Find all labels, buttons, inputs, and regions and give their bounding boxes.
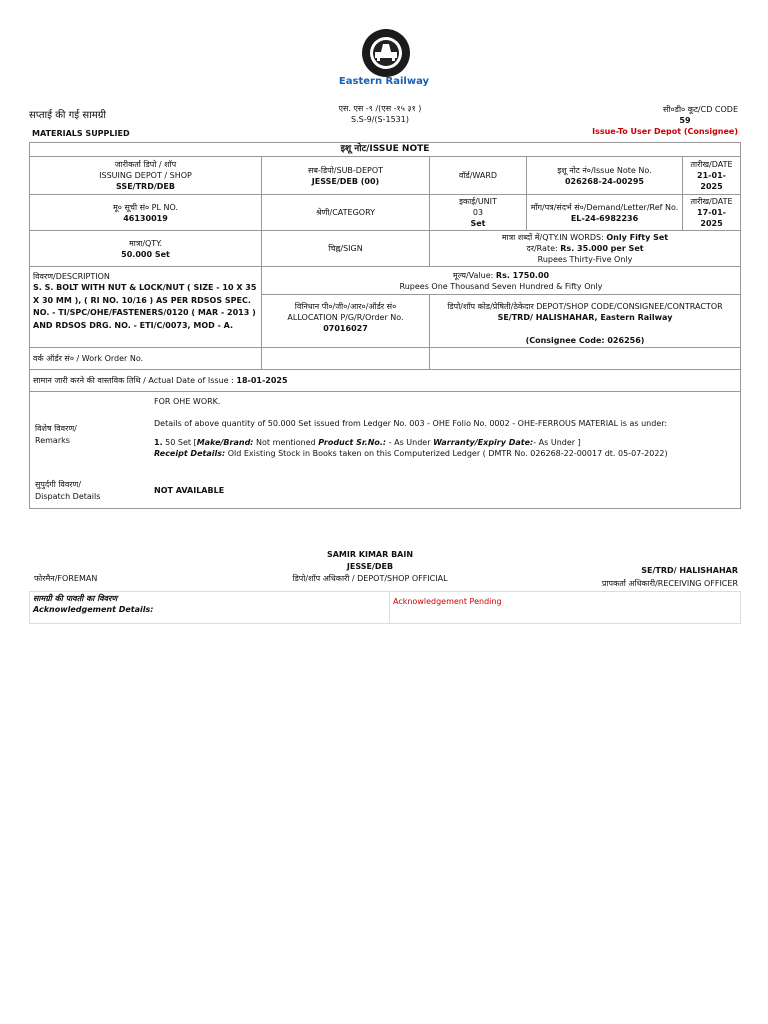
- pl-no-label: मू० सूची सं० PL NO.: [112, 202, 179, 212]
- issue-note-table: [29, 142, 741, 509]
- qty-words-value: Only Fifty Set: [606, 233, 669, 242]
- issue-to-label: Issue-To User Depot (Consignee): [592, 127, 738, 136]
- consignee-code: (Consignee Code: 026256): [525, 336, 645, 345]
- rate-label: दर/Rate:: [526, 244, 558, 253]
- issuing-depot-value: SSE/TRD/DEB: [116, 182, 175, 191]
- actual-issue-label: सामान जारी करने की वास्तविक तिथि / Actual Date of Issue :: [33, 376, 234, 385]
- unit-label: इकाई/UNIT: [459, 197, 497, 206]
- foreman-label: फोरमैन/FOREMAN: [34, 574, 98, 583]
- value-amount: Rs. 1750.00: [495, 270, 550, 280]
- ward-label: वॉर्ड/WARD: [430, 157, 527, 195]
- cd-code-label: सी०डी० कूट/CD CODE: [663, 105, 738, 114]
- official-depot: JESSE/DEB: [346, 562, 394, 571]
- receipt-details-line: [154, 448, 668, 459]
- issuing-depot-label: ISSUING DEPOT / SHOP: [99, 171, 192, 180]
- category-label: श्रेणी/CATEGORY: [262, 195, 430, 231]
- description-value: S. S. BOLT WITH NUT & LOCK/NUT ( SIZE - 10 X 35 X 30 MM ), ( RI NO. 10/16 ) AS PER RDSOS SPEC. NO. - TI/SPC/OHE/FASTENERS/0120 ( MAR - 2013 ) AND RDSOS DRG. NO. - ETI/C/0073, MOD - A.: [33, 283, 257, 330]
- value-label: मूल्य/Value:: [452, 270, 494, 280]
- issue-date-value: 21-01-2025: [697, 171, 726, 191]
- actual-issue-date: 18-01-2025: [236, 376, 288, 385]
- issuing-depot-label-hindi: जारीकर्ता डिपो / शॉप: [114, 160, 177, 169]
- work-order-label: वर्क ऑर्डर सं० / Work Order No.: [30, 348, 262, 370]
- receipt-value: Old Existing Stock in Books taken on this Computerized Ledger ( DMTR No. 026268-22-00017 dt. 05-07-2022): [227, 449, 668, 458]
- materials-supplied-hindi: सप्ताई की गई सामग्री: [29, 110, 106, 121]
- warranty-label: Warranty/Expiry Date:: [433, 438, 534, 447]
- sub-depot-label: सब-डिपो/SUB-DEPOT: [307, 165, 384, 175]
- item-number: 1.: [154, 438, 163, 447]
- sub-depot-value: JESSE/DEB (00): [311, 176, 380, 186]
- depot-code-label: डिपो/शॉप कोड/प्रेषिती/ठेकेदार DEPOT/SHOP CODE/CONSIGNEE/CONTRACTOR: [447, 302, 723, 311]
- acknowledgement-table: [29, 591, 741, 624]
- official-name: SAMIR KIMAR BAIN: [326, 550, 414, 559]
- allocation-label: ALLOCATION P/G/R/Order No.: [287, 313, 404, 322]
- form-number-hindi: एस. एस -९ /(एस -१५ ३१ ): [338, 104, 422, 113]
- product-sr-value: - As Under: [388, 438, 431, 447]
- remarks-line-1: FOR OHE WORK.: [154, 397, 221, 406]
- issue-note-no-value: 026268-24-00295: [564, 176, 644, 186]
- demand-date-value: 17-01-2025: [697, 208, 726, 228]
- allocation-value: 07016027: [323, 324, 368, 333]
- qty-words-label: मात्रा शब्दों में/QTY.IN WORDS:: [501, 233, 604, 242]
- value-words: Rupees One Thousand Seven Hundred & Fifty Only: [399, 281, 603, 291]
- indian-railways-logo-icon: [361, 28, 411, 78]
- remarks-label: Remarks: [35, 436, 70, 445]
- remarks-line-2: Details of above quantity of 50.000 Set issued from Ledger No. 003 - OHE Folio No. 0002 - OHE-FERROUS MATERIAL is as under:: [154, 419, 668, 428]
- dispatch-label: Dispatch Details: [35, 492, 101, 501]
- ack-label-hindi: सामग्री की पावती का विवरण: [33, 594, 118, 603]
- make-value: Not mentioned: [256, 438, 316, 447]
- allocation-label-hindi: विनिधान पी०/जी०/आर०/ऑर्डर सं०: [294, 302, 397, 311]
- warranty-value: - As Under ]: [533, 438, 581, 447]
- official-label: डिपो/शॉप अधिकारी / DEPOT/SHOP OFFICIAL: [292, 574, 448, 583]
- remarks-item-line: [154, 437, 581, 448]
- description-label: विवरण/DESCRIPTION: [33, 272, 110, 281]
- unit-value: Set: [470, 219, 486, 228]
- unit-code: 03: [472, 208, 484, 217]
- dispatch-label-hindi: सुपुर्दगी विवरण/: [35, 480, 82, 489]
- sign-label: चिह्न/SIGN: [262, 231, 430, 267]
- receiving-officer-name: SE/TRD/ HALISHAHAR: [641, 566, 738, 575]
- cd-code-value: 59: [679, 116, 691, 125]
- qty-label: मात्रा/QTY.: [128, 238, 163, 248]
- pl-no-value: 46130019: [123, 213, 168, 223]
- materials-supplied-label: MATERIALS SUPPLIED: [32, 129, 130, 138]
- dispatch-value: NOT AVAILABLE: [154, 486, 225, 495]
- issue-date-label: तारीख/DATE: [690, 160, 733, 169]
- receiving-officer-label: प्रापकर्ता अधिकारी/RECEIVING OFFICER: [601, 579, 738, 588]
- ack-label: Acknowledgement Details:: [33, 605, 154, 614]
- demand-ref-value: EL-24-6982236: [570, 213, 639, 223]
- org-name: Eastern Railway: [338, 76, 430, 87]
- depot-code-value: SE/TRD/ HALISHAHAR, Eastern Railway: [497, 313, 673, 322]
- product-sr-label: Product Sr.No.:: [318, 438, 387, 447]
- rate-value: Rs. 35.000 per Set: [560, 244, 644, 253]
- remarks-label-hindi: विशेष विवरण/: [35, 424, 77, 433]
- form-number: S.S-9/(S-1531): [351, 115, 409, 124]
- ack-status: Acknowledgement Pending: [390, 592, 741, 624]
- make-label: Make/Brand:: [196, 438, 254, 447]
- issue-note-title: इशू नोट/ISSUE NOTE: [30, 143, 741, 157]
- receipt-label: Receipt Details:: [154, 449, 226, 458]
- qty-value: 50.000 Set: [121, 249, 170, 259]
- issue-note-no-label: इशू नोट नं०/Issue Note No.: [557, 165, 652, 175]
- rate-words: Rupees Thirty-Five Only: [537, 255, 633, 264]
- demand-date-label: तारीख/DATE: [690, 197, 733, 206]
- demand-ref-label: माँग/पत्र/संदर्भ सं०/Demand/Letter/Ref No.: [530, 202, 679, 212]
- item-qty: 50 Set [: [165, 438, 197, 447]
